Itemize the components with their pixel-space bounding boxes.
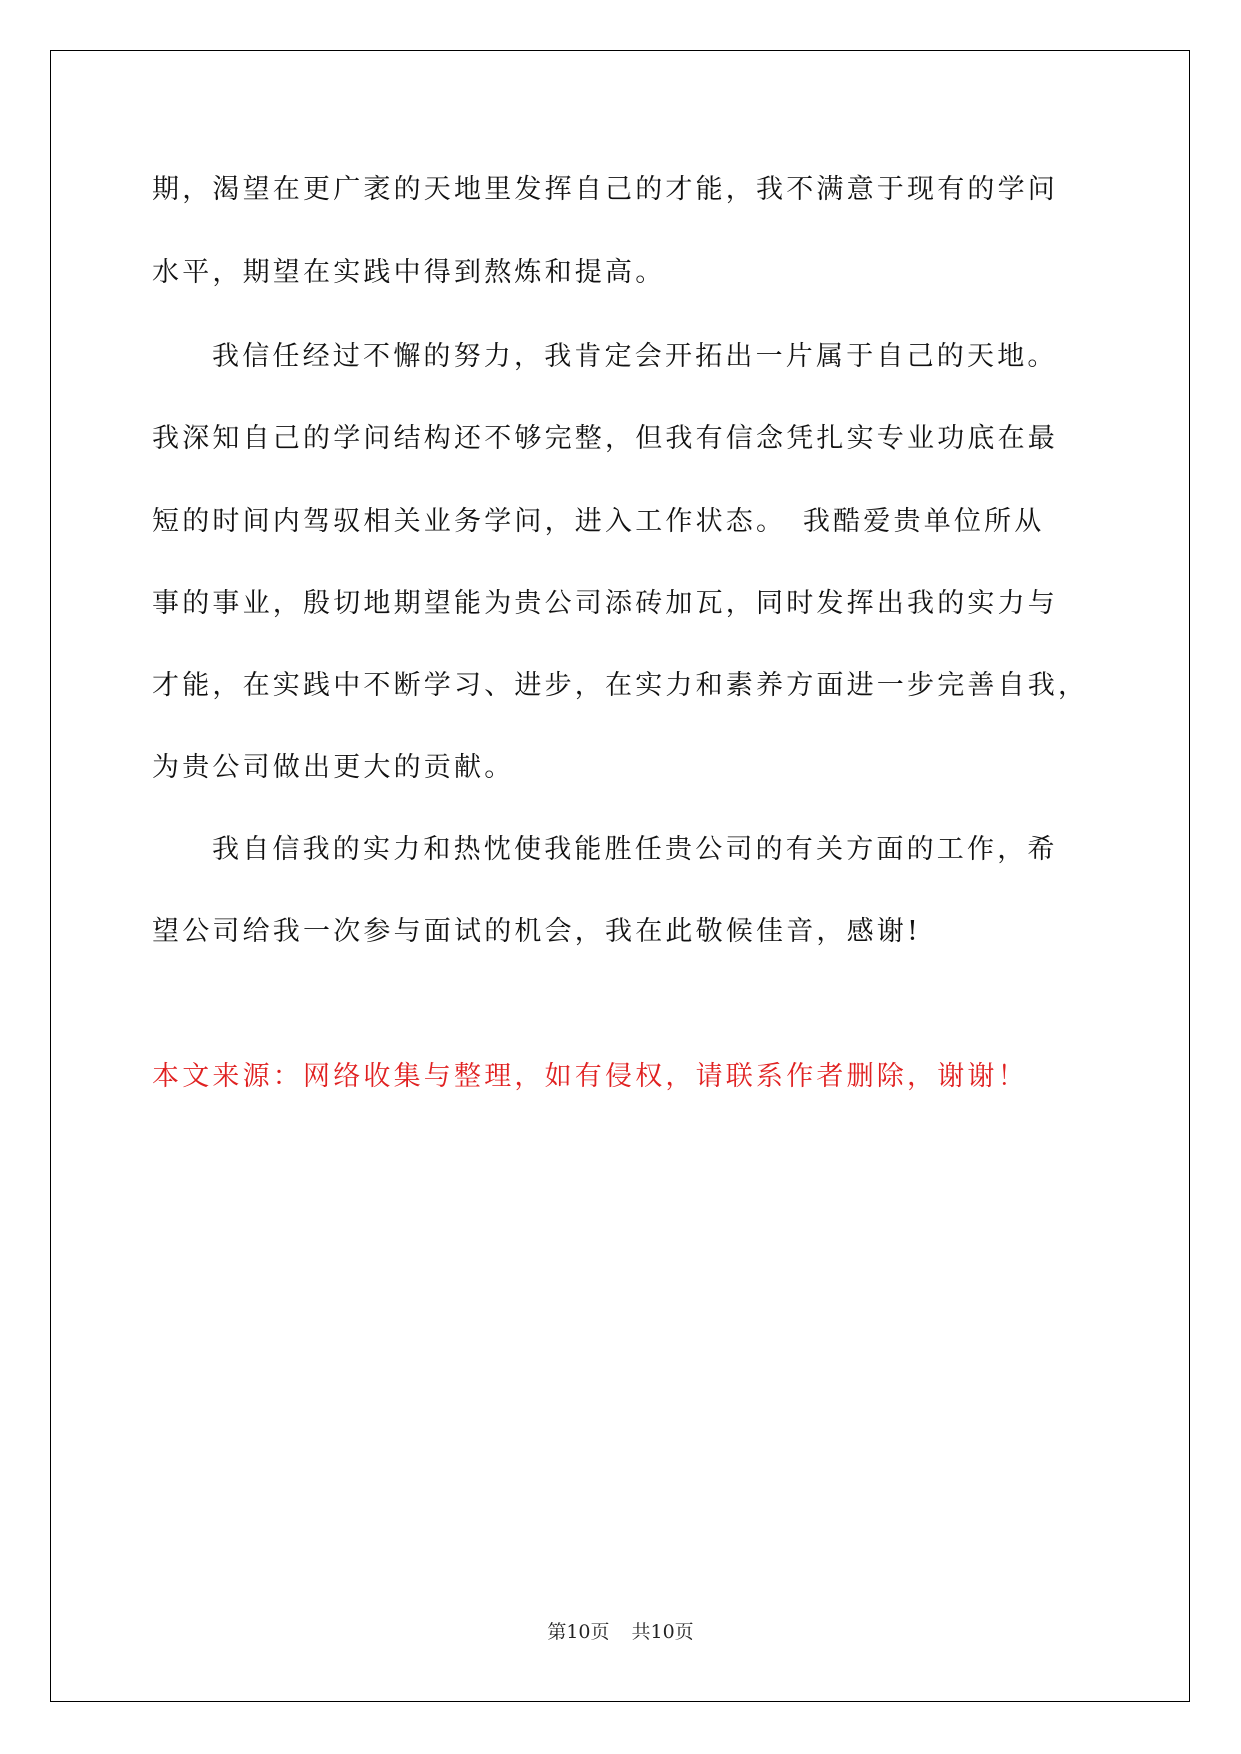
body-text-line: 水平，期望在实践中得到熬炼和提高。 — [152, 257, 666, 288]
body-text-line: 为贵公司做出更大的贡献。 — [152, 752, 515, 783]
body-text-line: 才能，在实践中不断学习、进步，在实力和素养方面进一步完善自我， — [152, 670, 1089, 701]
body-text-line: 望公司给我一次参与面试的机会，我在此敬候佳音，感谢! — [152, 916, 922, 947]
body-text-line: 短的时间内驾驭相关业务学问，进入工作状态。 我酷爱贵单位所从 — [152, 506, 1045, 537]
body-text-line: 事的事业，殷切地期望能为贵公司添砖加瓦，同时发挥出我的实力与 — [152, 588, 1058, 619]
page-number: 第10页 — [547, 1621, 610, 1643]
paragraph-first-line: 我信任经过不懈的努力，我肯定会开拓出一片属于自己的天地。 — [212, 341, 1058, 372]
page-footer — [0, 1620, 1241, 1644]
source-disclaimer: 本文来源：网络收集与整理，如有侵权，请联系作者删除，谢谢！ — [152, 1061, 1028, 1092]
page-border — [50, 50, 1190, 1702]
body-text-line: 期，渴望在更广袤的天地里发挥自己的才能，我不满意于现有的学问 — [152, 174, 1058, 205]
body-text-line: 我深知自己的学问结构还不够完整，但我有信念凭扎实专业功底在最 — [152, 423, 1058, 454]
paragraph-first-line: 我自信我的实力和热忱使我能胜任贵公司的有关方面的工作，希 — [212, 834, 1058, 865]
page-total: 共10页 — [631, 1621, 694, 1643]
